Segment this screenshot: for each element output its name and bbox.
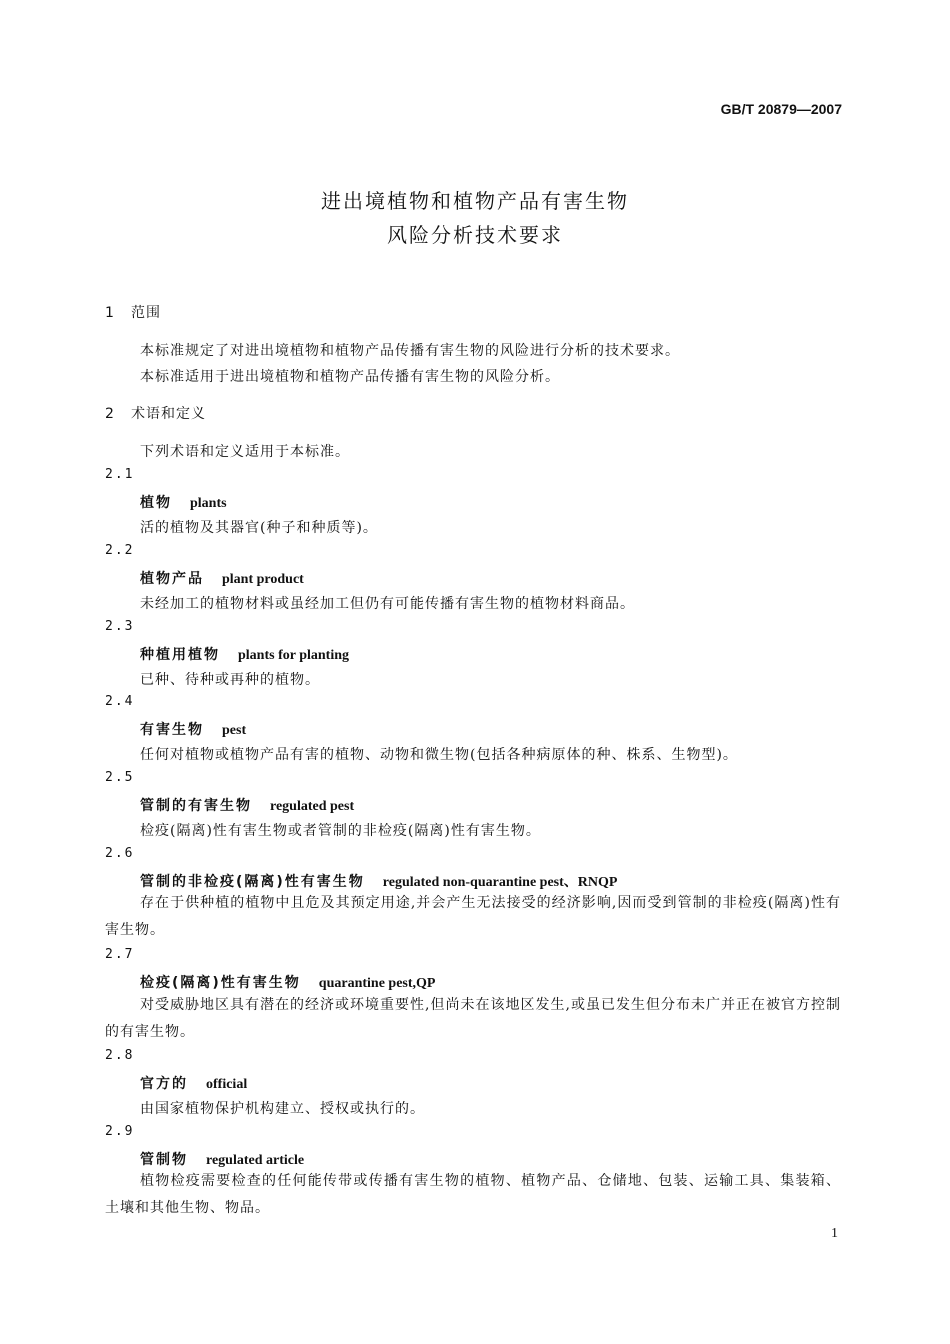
term-definition: 未经加工的植物材料或虽经加工但仍有可能传播有害生物的植物材料商品。 [140,596,635,612]
page-number: 1 [831,1226,838,1241]
term-en: quarantine pest,QP [318,976,436,991]
term-number: 2.2 [105,543,135,558]
term-zh: 有害生物 [140,722,204,738]
term-en: pest [222,723,247,738]
term-number: 2.8 [105,1048,135,1063]
term-number: 2.4 [105,694,135,709]
term-heading [140,719,246,739]
term-definition: 活的植物及其器官(种子和种质等)。 [140,520,378,536]
section-title: 范围 [131,305,161,321]
term-heading [140,1073,247,1093]
term-zh: 管制的非检疫(隔离)性有害生物 [140,874,365,890]
term-heading [140,972,435,992]
term-definition: 已种、待种或再种的植物。 [140,672,320,688]
terms-intro: 下列术语和定义适用于本标准。 [140,444,350,460]
term-zh: 植物 [140,495,172,511]
term-number: 2.1 [105,467,135,482]
term-definition: 检疫(隔离)性有害生物或者管制的非检疫(隔离)性有害生物。 [140,823,541,839]
term-definition: 对受威胁地区具有潜在的经济或环境重要性,但尚未在该地区发生,或虽已发生但分布未广并正在被官方控制的有害生物。 [105,997,841,1040]
term-heading [140,795,354,815]
term-zh: 种植用植物 [140,647,220,663]
term-heading [140,492,227,512]
section-heading-terms [105,403,206,423]
term-definition: 由国家植物保护机构建立、授权或执行的。 [140,1101,425,1117]
term-definition: 存在于供种植的植物中且危及其预定用途,并会产生无法接受的经济影响,因而受到管制的非检疫(隔离)性有害生物。 [105,895,841,938]
section-number: 2 [105,406,115,422]
term-number: 2.9 [105,1124,135,1139]
title-line-2: 风险分析技术要求 [387,223,563,247]
section-number: 1 [105,305,115,321]
term-zh: 管制的有害生物 [140,798,252,814]
term-en: plants for planting [238,648,349,663]
term-en: plant product [222,572,304,587]
term-number: 2.7 [105,947,135,962]
term-definition: 植物检疫需要检查的任何能传带或传播有害生物的植物、植物产品、仓储地、包装、运输工具、集装箱、土壤和其他生物、物品。 [105,1173,841,1216]
term-en: regulated pest [270,799,355,814]
term-en: regulated article [206,1153,305,1168]
section-title: 术语和定义 [131,406,206,422]
term-number: 2.6 [105,846,135,861]
scope-paragraph: 本标准适用于进出境植物和植物产品传播有害生物的风险分析。 [140,369,560,385]
term-heading [140,568,304,588]
scope-paragraph: 本标准规定了对进出境植物和植物产品传播有害生物的风险进行分析的技术要求。 [140,343,680,359]
term-zh: 植物产品 [140,571,204,587]
term-en: regulated non-quarantine pest、RNQP [382,875,618,890]
term-heading [140,1149,304,1169]
term-heading [140,871,617,891]
term-zh: 检疫(隔离)性有害生物 [140,975,301,991]
term-heading [140,644,349,664]
term-zh: 官方的 [140,1076,188,1092]
term-number: 2.3 [105,619,135,634]
term-definition: 任何对植物或植物产品有害的植物、动物和微生物(包括各种病原体的种、株系、生物型)。 [140,747,738,763]
term-en: official [206,1077,248,1092]
term-en: plants [190,496,227,511]
title-line-1: 进出境植物和植物产品有害生物 [321,189,629,213]
standard-code: GB/T 20879—2007 [720,101,842,117]
term-zh: 管制物 [140,1152,188,1168]
section-heading-scope [105,302,161,322]
term-number: 2.5 [105,770,135,785]
